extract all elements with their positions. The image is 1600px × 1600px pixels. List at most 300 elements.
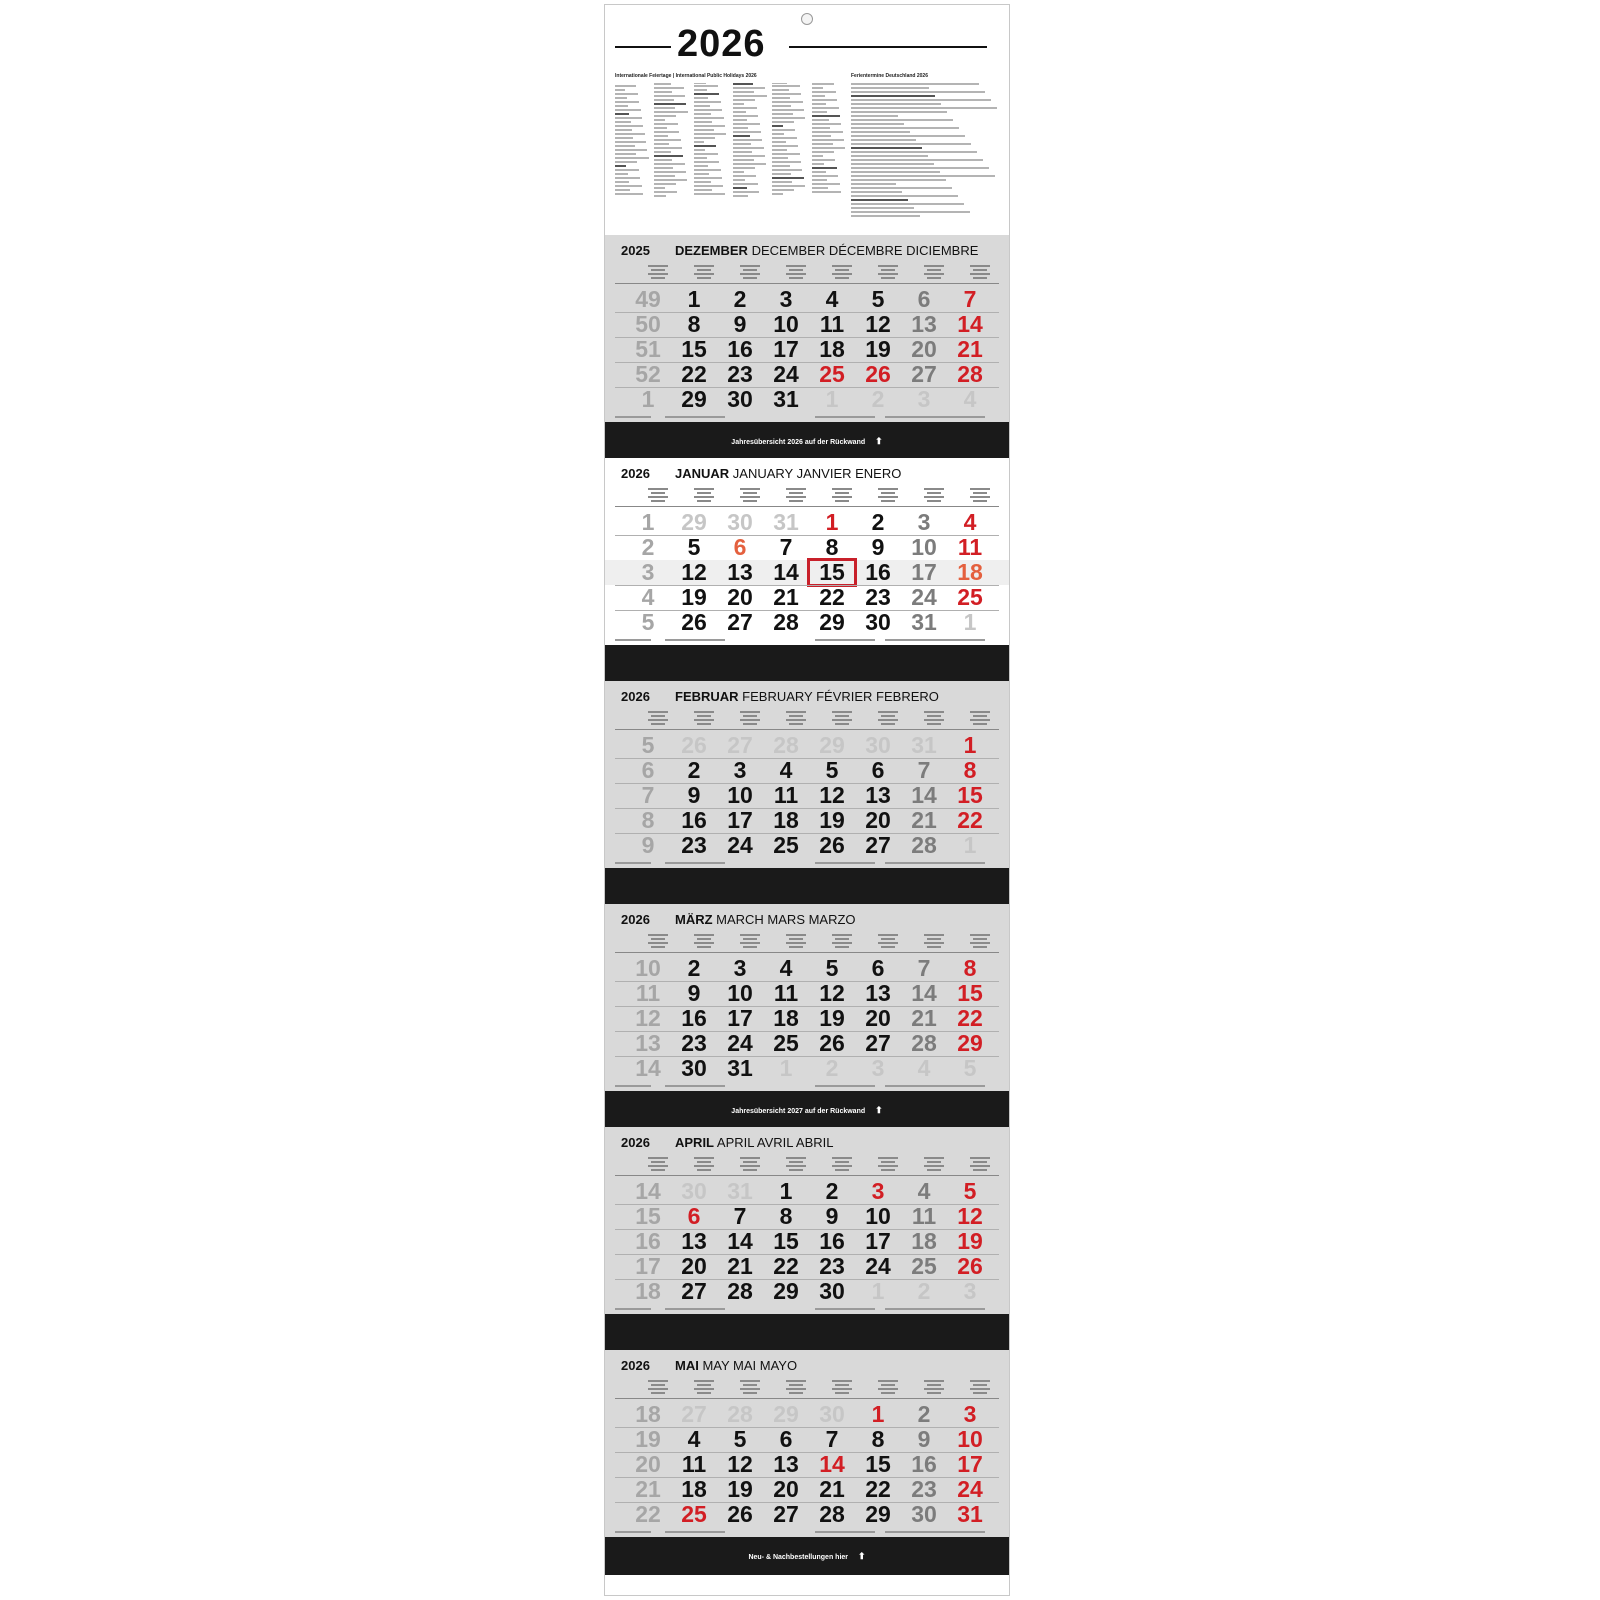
weekday-label-line	[878, 265, 898, 267]
weekday-label-line	[694, 1165, 714, 1167]
day-cell: 7	[779, 534, 793, 560]
fine-print-line	[733, 171, 744, 173]
fine-print-line	[654, 159, 672, 161]
day-cell: 3	[733, 955, 747, 981]
weekday-label-line	[743, 723, 757, 725]
weekday-label-line	[651, 715, 665, 717]
weekday-label-line	[651, 500, 665, 502]
day-cell: 19	[727, 1476, 753, 1502]
day-cell: 26	[865, 361, 891, 387]
fine-print-line	[694, 105, 710, 107]
weekday-header	[916, 486, 952, 504]
day-cell: 27	[681, 1401, 707, 1427]
fine-print-line	[654, 131, 679, 133]
weekday-header-row	[615, 261, 999, 284]
footnote-line	[615, 1085, 651, 1087]
weekday-label-line	[694, 488, 714, 490]
day-cell: 6	[871, 757, 885, 783]
fine-print-line	[615, 105, 628, 107]
weekday-label-line	[789, 1169, 803, 1171]
fine-print-line	[772, 141, 785, 143]
fine-print-line	[851, 107, 997, 109]
fine-print-line	[772, 177, 803, 179]
fine-print-line	[812, 183, 840, 185]
weekday-label-line	[832, 496, 852, 498]
day-cell: 9	[871, 534, 885, 560]
week-number: 52	[635, 361, 661, 387]
weekday-label-line	[740, 1388, 760, 1390]
black-strip	[605, 1314, 1009, 1352]
day-cell: 24	[773, 361, 799, 387]
year-header	[611, 23, 1003, 63]
header-rule-right	[789, 46, 987, 48]
weekday-label-line	[970, 1388, 990, 1390]
day-cell: 26	[681, 609, 707, 635]
fine-print-line	[733, 87, 765, 89]
fine-print-line	[851, 187, 952, 189]
black-strip	[605, 1537, 1009, 1575]
fine-print-line	[654, 167, 673, 169]
day-cell: 11	[773, 980, 799, 1006]
weekday-label-line	[697, 715, 711, 717]
weekday-label-line	[786, 1388, 806, 1390]
fine-print-line	[733, 179, 745, 181]
day-cell: 3	[917, 509, 931, 535]
footnote-line	[815, 1085, 875, 1087]
week-number: 1	[641, 509, 655, 535]
day-cell: 27	[773, 1501, 799, 1527]
week-row	[615, 808, 999, 833]
weekday-label-line	[789, 1384, 803, 1386]
weekday-header	[778, 1155, 814, 1173]
fine-print-line	[615, 149, 647, 151]
fine-print-line	[694, 177, 722, 179]
weekday-label-line	[832, 265, 852, 267]
weekday-label-line	[970, 934, 990, 936]
week-row	[615, 1056, 999, 1081]
day-cell: 10	[773, 311, 799, 337]
weekday-label-line	[789, 723, 803, 725]
fine-print-line	[694, 113, 711, 115]
day-cell: 29	[773, 1278, 799, 1304]
weekday-header	[686, 263, 722, 281]
weekday-header	[870, 486, 906, 504]
footnote-line	[885, 1085, 985, 1087]
weekday-label-line	[697, 723, 711, 725]
fine-print-line	[812, 135, 832, 137]
week-number: 5	[641, 609, 655, 635]
weekday-label-line	[881, 492, 895, 494]
day-cell: 28	[911, 1030, 937, 1056]
fine-print-line	[615, 181, 629, 183]
weekday-label-line	[743, 500, 757, 502]
weekday-label-line	[789, 715, 803, 717]
fine-print-line	[733, 83, 753, 85]
day-cell: 4	[779, 955, 793, 981]
weekday-header	[732, 263, 768, 281]
fine-print-line	[694, 193, 725, 195]
weekday-header	[962, 263, 998, 281]
fine-print-line	[733, 175, 756, 177]
weekday-header-row	[615, 1376, 999, 1399]
weekday-label-line	[835, 715, 849, 717]
fine-print-line	[615, 153, 636, 155]
weekday-label-line	[789, 938, 803, 940]
weekday-label-line	[740, 1165, 760, 1167]
day-cell: 18	[773, 1005, 799, 1031]
footnote-line	[615, 416, 651, 418]
arrow-up-icon: ⬆	[875, 436, 883, 446]
fine-print-line	[694, 125, 725, 127]
day-cell: 5	[687, 534, 701, 560]
footnote-line	[615, 639, 651, 641]
weekday-label-line	[835, 269, 849, 271]
fine-print-line	[772, 153, 799, 155]
weekday-header	[962, 932, 998, 950]
footnote-line	[815, 1531, 875, 1533]
day-cell: 1	[825, 509, 839, 535]
weekday-label-line	[927, 946, 941, 948]
day-cell: 27	[865, 1030, 891, 1056]
fine-print-line	[733, 107, 757, 109]
fine-print-line	[654, 147, 682, 149]
weekday-label-line	[973, 723, 987, 725]
fine-print-line	[772, 137, 796, 139]
day-cell: 26	[727, 1501, 753, 1527]
month-year: 2026	[621, 912, 650, 927]
weekday-label-line	[789, 946, 803, 948]
day-cell: 15	[773, 1228, 799, 1254]
weekday-header	[686, 1155, 722, 1173]
day-cell: 8	[963, 955, 977, 981]
weekday-label-line	[740, 496, 760, 498]
weekday-label-line	[970, 711, 990, 713]
fine-print-line	[694, 153, 718, 155]
weekday-header-row	[615, 930, 999, 953]
week-row	[615, 510, 999, 535]
day-cell: 18	[819, 336, 845, 362]
fine-print-line	[812, 191, 841, 193]
weekday-label-line	[648, 1388, 668, 1390]
weekday-label-line	[694, 1157, 714, 1159]
day-cell: 18	[681, 1476, 707, 1502]
holidays-fine-print	[615, 83, 845, 197]
weekday-header	[778, 486, 814, 504]
fine-print-line	[733, 111, 746, 113]
day-cell: 21	[773, 584, 799, 610]
weekday-label-line	[694, 1388, 714, 1390]
black-strip	[605, 868, 1009, 906]
day-cell: 18	[911, 1228, 937, 1254]
fine-print-line	[851, 199, 908, 201]
weekday-label-line	[743, 1169, 757, 1171]
weekday-label-line	[651, 1161, 665, 1163]
weekday-label-line	[924, 719, 944, 721]
weekday-label-line	[924, 1165, 944, 1167]
day-cell: 2	[917, 1401, 931, 1427]
day-cell: 28	[727, 1401, 753, 1427]
day-cell: 31	[957, 1501, 983, 1527]
day-cell: 6	[917, 286, 931, 312]
fine-print-line	[812, 167, 837, 169]
weekday-label-line	[648, 265, 668, 267]
weekday-label-line	[927, 938, 941, 940]
month-name: MÄRZ	[675, 912, 713, 927]
weekday-header	[732, 1155, 768, 1173]
fine-print-line	[851, 207, 914, 209]
week-row	[615, 956, 999, 981]
fine-print-line	[733, 155, 765, 157]
fine-print-line	[772, 193, 782, 195]
month-translations: JANUARY JANVIER ENERO	[729, 466, 902, 481]
footnote-line	[885, 862, 985, 864]
month-name: FEBRUAR	[675, 689, 739, 704]
weekday-label-line	[651, 1384, 665, 1386]
week-header	[640, 709, 676, 727]
day-cell: 2	[825, 1055, 839, 1081]
weekday-header	[778, 1378, 814, 1396]
day-cell: 18	[773, 807, 799, 833]
day-cell: 3	[779, 286, 793, 312]
fine-print-line	[772, 109, 804, 111]
day-cell: 12	[819, 782, 845, 808]
fine-print-line	[654, 91, 672, 93]
week-row	[615, 387, 999, 412]
weekday-header	[916, 263, 952, 281]
footnote-line	[885, 1531, 985, 1533]
week-header	[640, 486, 676, 504]
day-cell: 23	[911, 1476, 937, 1502]
date-marker-slider[interactable]	[807, 558, 857, 587]
fine-print-line	[654, 115, 676, 117]
day-cell: 14	[773, 559, 799, 585]
weekday-label-line	[973, 277, 987, 279]
day-cell: 31	[773, 509, 799, 535]
fine-print-line	[733, 163, 766, 165]
fine-print-line	[733, 115, 758, 117]
weekday-header	[686, 1378, 722, 1396]
fine-print-line	[812, 143, 833, 145]
fine-print-line	[654, 139, 680, 141]
month-name: APRIL	[675, 1135, 714, 1150]
day-cell: 31	[773, 386, 799, 412]
fine-print-line	[733, 103, 744, 105]
fine-print-line	[733, 131, 761, 133]
weekday-label-line	[786, 942, 806, 944]
weekday-label-line	[973, 1384, 987, 1386]
day-cell: 12	[957, 1203, 983, 1229]
fine-print-line	[654, 187, 665, 189]
week-number: 20	[635, 1451, 661, 1477]
day-cell: 10	[727, 782, 753, 808]
day-cell: 14	[911, 782, 937, 808]
day-cell: 11	[773, 782, 799, 808]
week-row	[615, 758, 999, 783]
day-cell: 1	[871, 1278, 885, 1304]
day-cell: 6	[733, 534, 747, 560]
weekday-label-line	[924, 496, 944, 498]
day-cell: 16	[865, 559, 891, 585]
week-number: 3	[641, 559, 655, 585]
weekday-header	[962, 1378, 998, 1396]
day-cell: 11	[957, 534, 983, 560]
fine-print-line	[851, 215, 920, 217]
weekday-label-line	[832, 942, 852, 944]
day-cell: 30	[865, 732, 891, 758]
day-cell: 28	[773, 732, 799, 758]
week-header	[640, 1155, 676, 1173]
month-title	[621, 1135, 833, 1150]
fine-print-line	[772, 129, 795, 131]
fine-print-line	[812, 147, 846, 149]
weekday-label-line	[835, 1161, 849, 1163]
fine-print-line	[615, 141, 646, 143]
day-cell: 8	[825, 534, 839, 560]
weekday-label-line	[924, 934, 944, 936]
fine-print-line	[615, 121, 631, 123]
day-cell: 27	[681, 1278, 707, 1304]
weekday-label-line	[970, 942, 990, 944]
weekday-label-line	[743, 715, 757, 717]
week-number: 7	[641, 782, 655, 808]
weekday-label-line	[973, 1161, 987, 1163]
week-row	[615, 1427, 999, 1452]
week-number: 10	[635, 955, 661, 981]
fine-print-line	[851, 175, 995, 177]
fine-print-line	[654, 123, 677, 125]
month-block-mai	[605, 1350, 1009, 1565]
header-rule-left	[615, 46, 671, 48]
fine-print-line	[615, 113, 629, 115]
fine-print-line	[851, 143, 971, 145]
day-cell: 3	[871, 1178, 885, 1204]
weekday-label-line	[651, 1392, 665, 1394]
fine-print-line	[654, 183, 676, 185]
fine-print-line	[615, 85, 636, 87]
weekday-label-line	[789, 1392, 803, 1394]
wall-calendar	[604, 4, 1010, 1596]
weekday-label-line	[927, 500, 941, 502]
fine-print-line	[615, 133, 645, 135]
strip-label: Jahresübersicht 2027 auf der Rückwand	[731, 1108, 866, 1115]
weekday-label-line	[786, 273, 806, 275]
fine-print-line	[851, 203, 964, 205]
week-row	[615, 287, 999, 312]
fine-print-line	[654, 143, 669, 145]
day-cell: 10	[727, 980, 753, 1006]
weekday-label-line	[970, 1165, 990, 1167]
day-cell: 15	[957, 980, 983, 1006]
fine-print-line	[654, 175, 674, 177]
weekday-label-line	[697, 938, 711, 940]
day-cell: 24	[727, 1030, 753, 1056]
month-name: MAI	[675, 1358, 699, 1373]
fine-print-line	[812, 83, 835, 85]
fine-print-line	[772, 89, 788, 91]
fine-print-line	[812, 179, 827, 181]
weekday-header	[916, 1155, 952, 1173]
weekday-label-line	[694, 934, 714, 936]
day-cell: 1	[779, 1055, 793, 1081]
weekday-header-row	[615, 484, 999, 507]
weekday-header	[824, 1378, 860, 1396]
school-holidays-column	[851, 73, 1001, 219]
weekday-header	[916, 709, 952, 727]
day-cell: 5	[963, 1178, 977, 1204]
fine-print-line	[694, 149, 706, 151]
fine-print-line	[772, 181, 792, 183]
day-cell: 10	[957, 1426, 983, 1452]
day-cell: 7	[917, 757, 931, 783]
weekday-header	[824, 486, 860, 504]
week-row	[615, 312, 999, 337]
fine-print-line	[772, 125, 783, 127]
fine-print-line	[772, 133, 784, 135]
week-number: 17	[635, 1253, 661, 1279]
month-title	[621, 912, 856, 927]
fine-print-line	[812, 99, 838, 101]
day-cell: 16	[681, 1005, 707, 1031]
day-cell: 21	[819, 1476, 845, 1502]
weekday-label-line	[924, 273, 944, 275]
weekday-label-line	[881, 1392, 895, 1394]
weekday-label-line	[878, 942, 898, 944]
day-cell: 20	[865, 807, 891, 833]
weekday-label-line	[697, 500, 711, 502]
weekday-label-line	[740, 719, 760, 721]
day-cell: 30	[727, 386, 753, 412]
month-block-februar	[605, 681, 1009, 896]
day-cell: 3	[917, 386, 931, 412]
weekday-label-line	[878, 496, 898, 498]
weekday-label-line	[651, 277, 665, 279]
fine-print-line	[812, 107, 839, 109]
weekday-label-line	[924, 265, 944, 267]
weekday-label-line	[789, 1161, 803, 1163]
day-cell: 27	[727, 609, 753, 635]
month-year: 2025	[621, 243, 650, 258]
fine-print-line	[772, 169, 802, 171]
weekday-label-line	[743, 1384, 757, 1386]
day-cell: 29	[681, 509, 707, 535]
weekday-label-line	[878, 1388, 898, 1390]
fine-print-line	[851, 191, 902, 193]
month-block-dezember	[605, 235, 1009, 450]
day-cell: 30	[819, 1278, 845, 1304]
weekday-header	[962, 1155, 998, 1173]
fine-print-line	[733, 95, 767, 97]
day-cell: 26	[819, 832, 845, 858]
fine-print-line	[615, 89, 625, 91]
weekday-header	[870, 709, 906, 727]
weekday-label-line	[881, 277, 895, 279]
weekday-label-line	[973, 1392, 987, 1394]
weekday-label-line	[697, 1169, 711, 1171]
weekday-label-line	[835, 1384, 849, 1386]
day-cell: 4	[963, 386, 977, 412]
day-cell: 19	[865, 336, 891, 362]
day-cell: 20	[911, 336, 937, 362]
day-cell: 3	[871, 1055, 885, 1081]
day-cell: 30	[819, 1401, 845, 1427]
weekday-label-line	[970, 496, 990, 498]
fine-print-line	[615, 165, 626, 167]
month-translations: MARCH MARS MARZO	[712, 912, 856, 927]
fine-print-line	[733, 127, 748, 129]
fine-print-line	[733, 183, 758, 185]
fine-print-line	[733, 147, 764, 149]
day-cell: 25	[819, 361, 845, 387]
